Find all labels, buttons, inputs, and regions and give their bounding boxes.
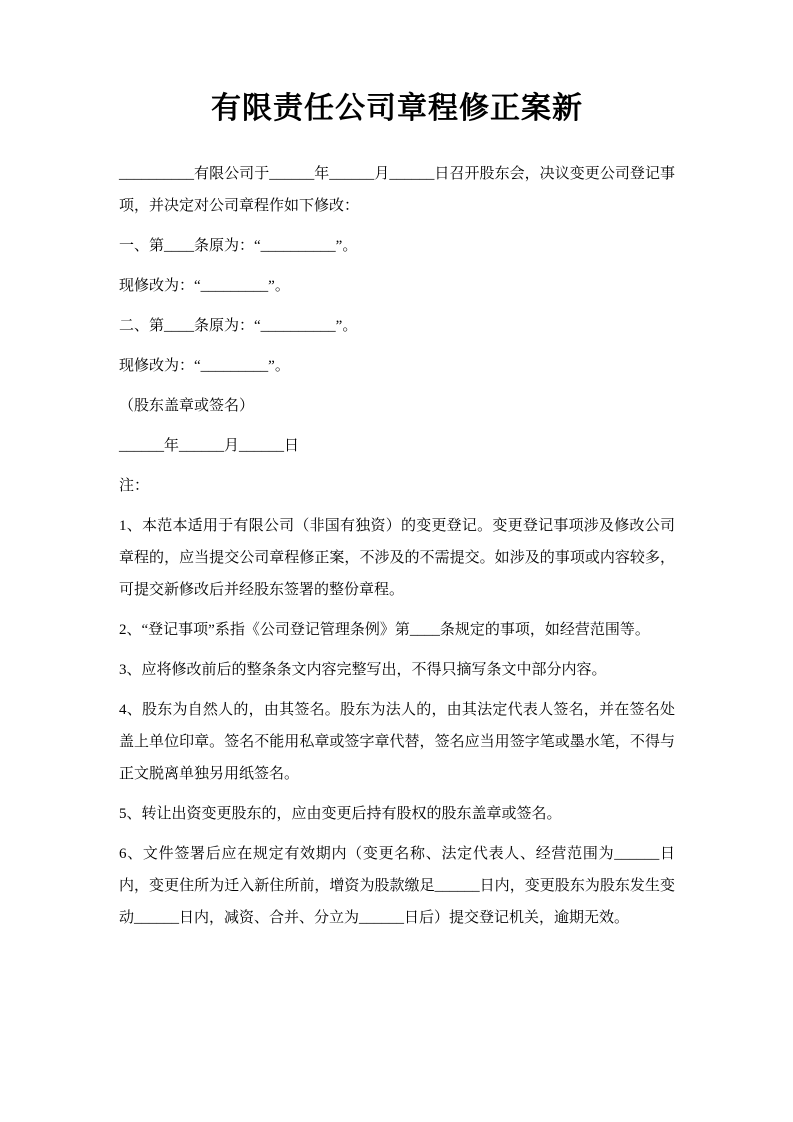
note-5: 5、转让出资变更股东的，应由变更后持有股权的股东盖章或签名。 (119, 806, 562, 822)
note-1: 1、本范本适用于有限公司（非国有独资）的变更登记。变更登记事项涉及修改公司章程的，应当提交公司章程修正案，不涉及的不需提交。如涉及的事项或内容较多，可提交新修改后并经股东签署的整份章程。 (119, 518, 675, 598)
paragraph-date-line: ______年______月______日 (119, 438, 300, 454)
note-2: 2、“登记事项”系指《公司登记管理条例》第____条规定的事项，如经营范围等。 (119, 622, 650, 638)
document-title: 有限责任公司章程修正案新 (211, 92, 583, 125)
note-3: 3、应将修改前后的整条条文内容完整写出，不得只摘写条文中部分内容。 (119, 662, 607, 678)
notes-label: 注： (119, 478, 150, 494)
note-4: 4、股东为自然人的，由其签名。股东为法人的，由其法定代表人签名，并在签名处盖上单位印章。签名不能用私章或签字章代替，签名应当用签字笔或墨水笔，不得与正文脱离单独另用纸签名。 (119, 702, 675, 782)
note-6: 6、文件签署后应在规定有效期内（变更名称、法定代表人、经营范围为______日内，变更住所为迁入新住所前，增资为股款缴足______日内，变更股东为股东发生变动______日内，减资、合并、分立为______日后）提交登记机关，逾期无效。 (119, 846, 675, 926)
paragraph-signature-line: （股东盖章或签名） (119, 398, 255, 414)
paragraph-article-1-revised: 现修改为：“_________”。 (119, 278, 290, 294)
paragraph-article-2-revised: 现修改为：“_________”。 (119, 358, 290, 374)
paragraph-opening: __________有限公司于______年______月______日召开股东会，决议变更公司登记事项，并决定对公司章程作如下修改： (119, 166, 675, 214)
paragraph-article-1-original: 一、第____条原为：“__________”。 (119, 238, 358, 254)
paragraph-article-2-original: 二、第____条原为：“__________”。 (119, 318, 358, 334)
